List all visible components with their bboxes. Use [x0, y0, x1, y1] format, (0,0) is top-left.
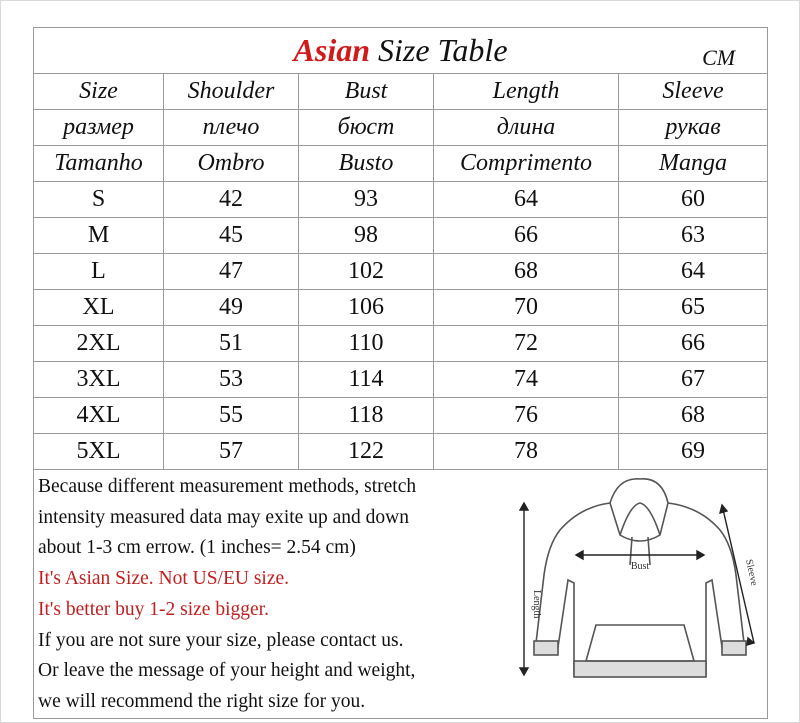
column-header: длина [434, 110, 619, 146]
measurement-cell: 78 [434, 434, 619, 470]
measurement-cell: 122 [299, 434, 434, 470]
title-row [34, 28, 768, 74]
column-header: размер [34, 110, 164, 146]
column-header: Tamanho [34, 146, 164, 182]
measurement-cell: 67 [619, 362, 768, 398]
size-cell: XL [34, 290, 164, 326]
title-asian: Asian [293, 32, 371, 68]
size-cell: 3XL [34, 362, 164, 398]
measurement-cell: 114 [299, 362, 434, 398]
note-line: Because different measurement methods, stretch [38, 476, 417, 497]
measurement-cell: 118 [299, 398, 434, 434]
measurement-cell: 65 [619, 290, 768, 326]
measurement-cell: 74 [434, 362, 619, 398]
column-header: Comprimento [434, 146, 619, 182]
measurement-cell: 55 [164, 398, 299, 434]
size-cell: 4XL [34, 398, 164, 434]
column-header: Bust [299, 74, 434, 110]
table-row [34, 290, 768, 326]
measurement-cell: 76 [434, 398, 619, 434]
column-header: Shoulder [164, 74, 299, 110]
table-row [34, 326, 768, 362]
measurement-cell: 47 [164, 254, 299, 290]
measurement-cell: 66 [434, 218, 619, 254]
measurement-cell: 45 [164, 218, 299, 254]
measurement-cell: 70 [434, 290, 619, 326]
column-header: плечо [164, 110, 299, 146]
measurement-cell: 60 [619, 182, 768, 218]
title-size-table: Size Table [378, 32, 508, 68]
header-row-russian [34, 110, 768, 146]
table-row [34, 362, 768, 398]
header-row-english [34, 74, 768, 110]
notes-block [38, 472, 416, 718]
unit-label: CM [702, 45, 736, 70]
note-line: It's better buy 1-2 size bigger. [38, 598, 269, 620]
measurement-cell: 98 [299, 218, 434, 254]
measurement-cell: 66 [619, 326, 768, 362]
measurement-cell: 68 [434, 254, 619, 290]
note-line: intensity measured data may exite up and down [38, 506, 409, 528]
note-line: about 1-3 cm errow. (1 inches= 2.54 cm) [38, 537, 356, 559]
column-header: бюст [299, 110, 434, 146]
measurement-cell: 42 [164, 182, 299, 218]
measurement-cell: 69 [619, 434, 768, 470]
measurement-cell: 53 [164, 362, 299, 398]
column-header: Sleeve [619, 74, 768, 110]
column-header: рукав [619, 110, 768, 146]
measurement-cell: 102 [299, 254, 434, 290]
table-row [34, 398, 768, 434]
note-line: It's Asian Size. Not US/EU size. [38, 568, 290, 590]
measurement-cell: 57 [164, 434, 299, 470]
sleeve-label: Sleeve [743, 558, 760, 587]
note-line: If you are not sure your size, please contact us. [38, 629, 404, 651]
size-cell: M [34, 218, 164, 254]
measurement-cell: 106 [299, 290, 434, 326]
column-header: Busto [299, 146, 434, 182]
bust-label: Bust [630, 561, 650, 572]
length-label: Length [531, 590, 542, 619]
header-row-portuguese [34, 146, 768, 182]
measurement-cell: 64 [434, 182, 619, 218]
column-header: Ombro [164, 146, 299, 182]
measurement-cell: 49 [164, 290, 299, 326]
hoodie-body [536, 503, 744, 675]
column-header: Manga [619, 146, 768, 182]
note-line: we will recommend the right size for you. [38, 690, 366, 712]
measurement-cell: 63 [619, 218, 768, 254]
measurement-cell: 64 [619, 254, 768, 290]
table-row [34, 434, 768, 470]
size-cell: 5XL [34, 434, 164, 470]
measurement-cell: 72 [434, 326, 619, 362]
size-cell: L [34, 254, 164, 290]
table-title [34, 28, 768, 74]
size-cell: S [34, 182, 164, 218]
column-header: Size [34, 74, 164, 110]
note-line: Or leave the message of your height and weight, [38, 660, 416, 682]
measurement-cell: 110 [299, 326, 434, 362]
hoodie-diagram [510, 475, 760, 695]
measurement-cell: 51 [164, 326, 299, 362]
table-row [34, 182, 768, 218]
table-row [34, 218, 768, 254]
column-header: Length [434, 74, 619, 110]
measurement-cell: 68 [619, 398, 768, 434]
table-row [34, 254, 768, 290]
measurement-cell: 93 [299, 182, 434, 218]
size-cell: 2XL [34, 326, 164, 362]
